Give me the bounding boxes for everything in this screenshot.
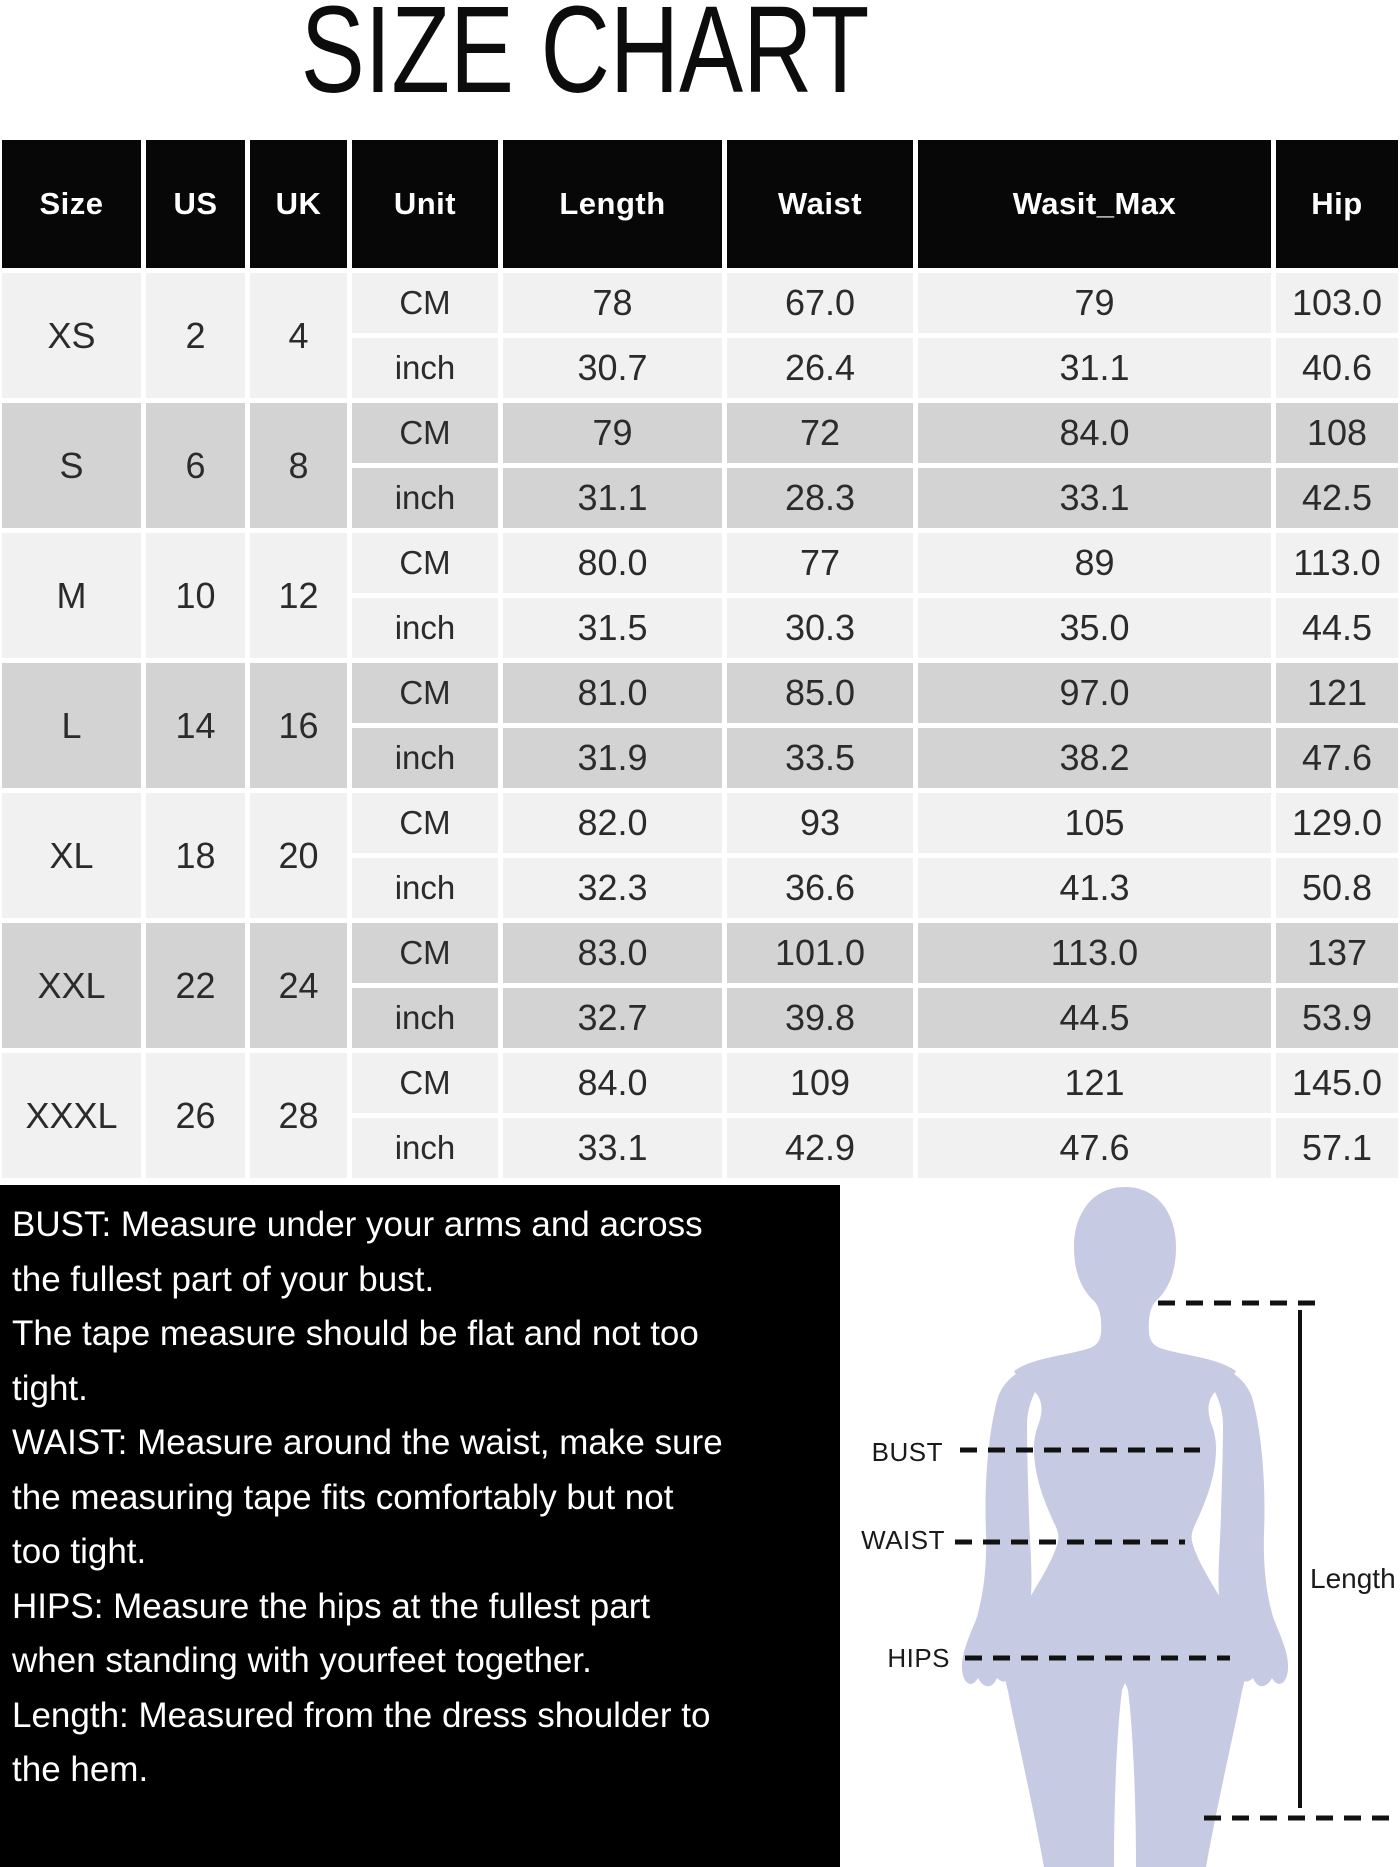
- value-cell: 105: [918, 793, 1271, 853]
- value-cell: 113.0: [918, 923, 1271, 983]
- note-line: WAIST: Measure around the waist, make sure: [12, 1423, 723, 1462]
- value-cell: 129.0: [1276, 793, 1398, 853]
- bust-label: BUST: [871, 1437, 943, 1467]
- value-cell: 121: [918, 1053, 1271, 1113]
- value-cell: 26.4: [727, 338, 913, 398]
- uk-size-cell: 4: [250, 273, 347, 398]
- value-cell: 44.5: [918, 988, 1271, 1048]
- note-line: the fullest part of your bust.: [12, 1259, 435, 1299]
- uk-size-cell: 28: [250, 1053, 347, 1178]
- value-cell: 109: [727, 1053, 913, 1113]
- value-cell: 108: [1276, 403, 1398, 463]
- page-title: SIZE CHART: [300, 0, 870, 119]
- value-cell: 31.5: [503, 598, 722, 658]
- us-size-cell: 26: [146, 1053, 245, 1178]
- value-cell: 32.7: [503, 988, 722, 1048]
- size-cell: XXL: [2, 923, 141, 1048]
- size-cell: M: [2, 533, 141, 658]
- unit-cell: CM: [352, 793, 498, 853]
- value-cell: 33.1: [918, 468, 1271, 528]
- value-cell: 85.0: [727, 663, 913, 723]
- hips-label: HIPS: [887, 1643, 950, 1673]
- value-cell: 81.0: [503, 663, 722, 723]
- value-cell: 80.0: [503, 533, 722, 593]
- value-cell: 93: [727, 793, 913, 853]
- header-cell: US: [146, 140, 245, 268]
- note-line: BUST: Measure under your arms and across: [12, 1205, 703, 1244]
- value-cell: 103.0: [1276, 273, 1398, 333]
- value-cell: 84.0: [503, 1053, 722, 1113]
- value-cell: 78: [503, 273, 722, 333]
- value-cell: 30.3: [727, 598, 913, 658]
- size-cell: S: [2, 403, 141, 528]
- value-cell: 30.7: [503, 338, 722, 398]
- value-cell: 31.1: [918, 338, 1271, 398]
- unit-cell: CM: [352, 663, 498, 723]
- body-measurement-figure: [840, 1185, 1400, 1867]
- unit-cell: inch: [352, 338, 498, 398]
- size-cell: L: [2, 663, 141, 788]
- unit-cell: inch: [352, 468, 498, 528]
- note-line: The tape measure should be flat and not too: [12, 1314, 699, 1353]
- value-cell: 36.6: [727, 858, 913, 918]
- unit-cell: CM: [352, 923, 498, 983]
- us-size-cell: 18: [146, 793, 245, 918]
- body-silhouette: [1004, 1187, 1245, 1867]
- header-cell: Size: [2, 140, 141, 268]
- uk-size-cell: 20: [250, 793, 347, 918]
- value-cell: 28.3: [727, 468, 913, 528]
- value-cell: 44.5: [1276, 598, 1398, 658]
- note-line: when standing with yourfeet together.: [12, 1641, 592, 1680]
- note-line: the measuring tape fits comfortably but not: [12, 1477, 674, 1517]
- us-size-cell: 10: [146, 533, 245, 658]
- unit-cell: CM: [352, 403, 498, 463]
- uk-size-cell: 24: [250, 923, 347, 1048]
- value-cell: 38.2: [918, 728, 1271, 788]
- unit-cell: inch: [352, 598, 498, 658]
- value-cell: 33.5: [727, 728, 913, 788]
- unit-cell: inch: [352, 858, 498, 918]
- header-cell: Hip: [1276, 140, 1398, 268]
- header-cell: UK: [250, 140, 347, 268]
- measuring-notes: [0, 1185, 840, 1867]
- value-cell: 53.9: [1276, 988, 1398, 1048]
- value-cell: 77: [727, 533, 913, 593]
- value-cell: 97.0: [918, 663, 1271, 723]
- unit-cell: CM: [352, 533, 498, 593]
- value-cell: 47.6: [918, 1118, 1271, 1178]
- value-cell: 39.8: [727, 988, 913, 1048]
- us-size-cell: 6: [146, 403, 245, 528]
- header-cell: Waist: [727, 140, 913, 268]
- value-cell: 50.8: [1276, 858, 1398, 918]
- us-size-cell: 22: [146, 923, 245, 1048]
- length-label: Length: [1310, 1563, 1396, 1594]
- value-cell: 101.0: [727, 923, 913, 983]
- header-cell: Wasit_Max: [918, 140, 1271, 268]
- value-cell: 113.0: [1276, 533, 1398, 593]
- size-cell: XS: [2, 273, 141, 398]
- unit-cell: inch: [352, 988, 498, 1048]
- value-cell: 47.6: [1276, 728, 1398, 788]
- us-size-cell: 2: [146, 273, 245, 398]
- value-cell: 31.9: [503, 728, 722, 788]
- value-cell: 137: [1276, 923, 1398, 983]
- uk-size-cell: 12: [250, 533, 347, 658]
- value-cell: 67.0: [727, 273, 913, 333]
- us-size-cell: 14: [146, 663, 245, 788]
- unit-cell: inch: [352, 728, 498, 788]
- value-cell: 82.0: [503, 793, 722, 853]
- size-cell: XXXL: [2, 1053, 141, 1178]
- value-cell: 89: [918, 533, 1271, 593]
- uk-size-cell: 16: [250, 663, 347, 788]
- unit-cell: CM: [352, 1053, 498, 1113]
- note-line: the hem.: [12, 1750, 149, 1789]
- note-line: HIPS: Measure the hips at the fullest part: [12, 1586, 651, 1626]
- value-cell: 41.3: [918, 858, 1271, 918]
- value-cell: 32.3: [503, 858, 722, 918]
- value-cell: 33.1: [503, 1118, 722, 1178]
- header-cell: Unit: [352, 140, 498, 268]
- note-line: tight.: [12, 1368, 88, 1408]
- value-cell: 42.5: [1276, 468, 1398, 528]
- value-cell: 35.0: [918, 598, 1271, 658]
- header-cell: Length: [503, 140, 722, 268]
- value-cell: 79: [503, 403, 722, 463]
- value-cell: 42.9: [727, 1118, 913, 1178]
- unit-cell: inch: [352, 1118, 498, 1178]
- note-line: too tight.: [12, 1532, 147, 1571]
- size-cell: XL: [2, 793, 141, 918]
- value-cell: 40.6: [1276, 338, 1398, 398]
- value-cell: 79: [918, 273, 1271, 333]
- value-cell: 72: [727, 403, 913, 463]
- value-cell: 31.1: [503, 468, 722, 528]
- value-cell: 57.1: [1276, 1118, 1398, 1178]
- value-cell: 145.0: [1276, 1053, 1398, 1113]
- value-cell: 84.0: [918, 403, 1271, 463]
- note-line: Length: Measured from the dress shoulder to: [12, 1695, 711, 1735]
- value-cell: 83.0: [503, 923, 722, 983]
- waist-label: WAIST: [861, 1525, 945, 1555]
- value-cell: 121: [1276, 663, 1398, 723]
- size-table: [2, 140, 1398, 1178]
- uk-size-cell: 8: [250, 403, 347, 528]
- unit-cell: CM: [352, 273, 498, 333]
